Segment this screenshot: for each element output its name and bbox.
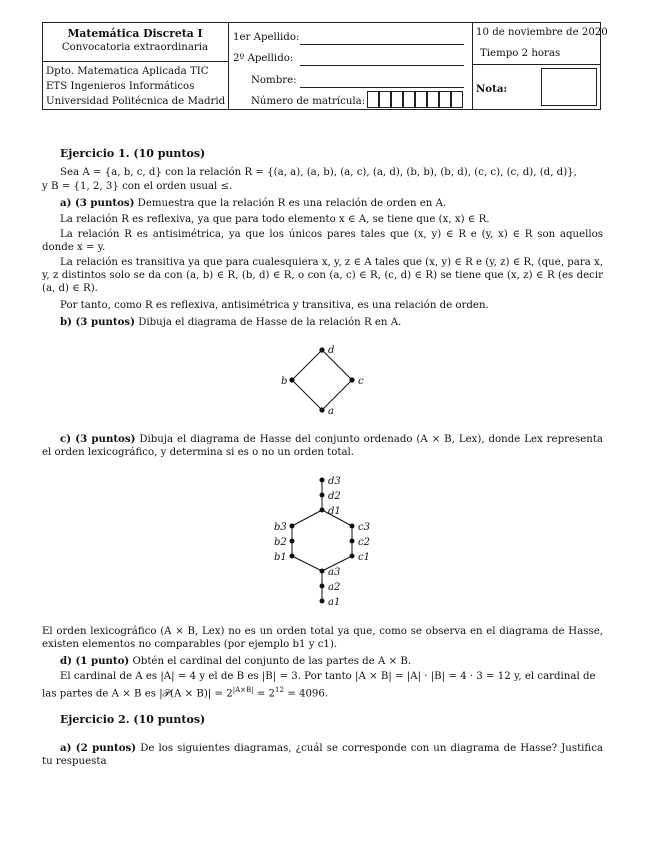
exercise1-set-b: y B = {1, 2, 3} con el orden usual ≤. xyxy=(42,181,233,192)
node-b3 xyxy=(290,524,295,529)
label-c1: c1 xyxy=(358,552,370,563)
node-b2 xyxy=(290,539,295,544)
grade-label: Nota: xyxy=(476,83,508,95)
label-b1: b1 xyxy=(274,552,287,563)
exercise2-heading: Ejercicio 2. (10 puntos) xyxy=(60,713,206,726)
hasse-diagram-lex xyxy=(265,472,385,612)
first-surname-label: 1er Apellido: xyxy=(233,32,300,43)
course-title: Matemática Discreta I xyxy=(67,27,203,40)
node-a3 xyxy=(320,569,325,574)
header-divider-date xyxy=(472,64,601,65)
first-surname-field[interactable] xyxy=(300,44,464,45)
grade-box xyxy=(541,68,597,106)
part-c-text: Dibuja el diagrama de Hasse del conjunto ordenado (A × B, Lex), donde Lex representa el orden lexicográfico, y determina si es o no un orden total. xyxy=(42,434,603,458)
label-a1: a1 xyxy=(328,597,341,608)
part-a-title: a) (3 puntos) xyxy=(60,197,135,209)
part-c xyxy=(42,433,603,459)
node-c3 xyxy=(350,524,355,529)
node-d xyxy=(319,347,324,352)
label-d2: d2 xyxy=(328,491,341,502)
university: Universidad Politécnica de Madrid xyxy=(46,96,226,107)
node-c xyxy=(349,377,354,382)
label-b3: b3 xyxy=(274,522,287,533)
exercise1-statement: Sea A = {a, b, c, d} con la relación R = {(a, a), (a, b), (a, c), (a, d), (b, b), (b, d), (c, c), (c, d), (d, d)}, xyxy=(60,167,577,178)
part-b xyxy=(42,316,603,329)
exercise2-part-a xyxy=(42,742,603,768)
label-d3: d3 xyxy=(328,476,341,487)
label-c3: c3 xyxy=(358,522,370,533)
node-a1 xyxy=(320,599,325,604)
part-a xyxy=(42,197,603,210)
edge-d-b xyxy=(292,350,322,380)
label-b2: b2 xyxy=(274,537,287,548)
node-b1 xyxy=(290,554,295,559)
node-d3 xyxy=(320,478,325,483)
antisymmetric-proof: La relación R es antisimétrica, ya que los únicos pares tales que (x, y) ∈ R e (y, x) ∈ R son aquellos donde x = y. xyxy=(42,229,603,253)
part-d-answer-a: las partes de A × B es |𝒫(A × B)| = 2 xyxy=(42,688,233,700)
part-c-title: c) (3 puntos) xyxy=(60,433,136,445)
id-number-label: Número de matrícula: xyxy=(251,96,366,107)
part-d-answer-c: = 4096. xyxy=(283,688,329,700)
second-surname-field[interactable] xyxy=(300,65,464,66)
label-d1: d1 xyxy=(328,506,341,517)
label-c2: c2 xyxy=(358,537,370,548)
reflexive-proof: La relación R es reflexiva, ya que para todo elemento x ∈ A, se tiene que (x, x) ∈ R. xyxy=(60,214,490,225)
node-a2 xyxy=(320,584,325,589)
part-d-exponent: |A×B| xyxy=(232,686,254,694)
node-c2 xyxy=(350,539,355,544)
node-a xyxy=(319,407,324,412)
transitive-proof: La relación es transitiva ya que para cualesquiera x, y, z ∈ A tales que (x, y) ∈ R e (y, z) ∈ R, (que, para x, y, z distintos solo se da con (a, b) ∈ R, (b, d) ∈ R, o con (a, c) ∈ R, (c, d) ∈ R) se tiene que (x, z) ∈ R (es decir (a, d) ∈ R). xyxy=(42,257,603,294)
part-d xyxy=(42,655,603,668)
second-surname-label: 2º Apellido: xyxy=(233,53,294,64)
part-b-text: Dibuja el diagrama de Hasse de la relación R en A. xyxy=(138,317,402,328)
edge-c-a xyxy=(322,380,352,410)
exam-date: 10 de noviembre de 2020 xyxy=(476,27,608,38)
order-conclusion: Por tanto, como R es reflexiva, antisimétrica y transitiva, es una relación de orden. xyxy=(60,300,489,311)
part-d-answer-b: = 2 xyxy=(253,688,276,700)
label-b: b xyxy=(281,376,288,387)
node-c1 xyxy=(350,554,355,559)
edge-b-a xyxy=(292,380,322,410)
node-d1 xyxy=(320,508,325,513)
part-d-answer-line2 xyxy=(42,684,603,700)
header-divider-left xyxy=(228,22,229,110)
label-a3: a3 xyxy=(328,567,341,578)
exam-duration: Tiempo 2 horas xyxy=(480,48,561,59)
part-b-title: b) (3 puntos) xyxy=(60,316,135,328)
label-c: c xyxy=(358,376,364,387)
label-a: a xyxy=(328,406,334,417)
node-b xyxy=(289,377,294,382)
label-d: d xyxy=(328,345,335,356)
part-d-title: d) (1 punto) xyxy=(60,655,130,667)
hasse-diagram-r xyxy=(270,340,380,420)
school: ETS Ingenieros Informáticos xyxy=(46,81,195,92)
edge-d-c xyxy=(322,350,352,380)
node-d2 xyxy=(320,493,325,498)
part-c-answer: El orden lexicográfico (A × B, Lex) no es un orden total ya que, como se observa en el diagrama de Hasse, existen elementos no comparables (por ejemplo b1 y c1). xyxy=(42,626,603,650)
exam-session: Convocatoria extraordinaria xyxy=(61,42,209,53)
department: Dpto. Matematica Aplicada TIC xyxy=(46,66,209,77)
part-a-text: Demuestra que la relación R es una relación de orden en A. xyxy=(137,198,447,209)
header-divider-right xyxy=(472,22,473,110)
exercise1-heading: Ejercicio 1. (10 puntos) xyxy=(60,147,206,160)
exercise2-part-a-title: a) (2 puntos) xyxy=(60,742,137,754)
label-a2: a2 xyxy=(328,582,341,593)
part-d-text: Obtén el cardinal del conjunto de las partes de A × B. xyxy=(132,656,412,667)
name-label: Nombre: xyxy=(251,75,297,86)
part-d-exponent-2: 12 xyxy=(275,686,284,694)
part-d-answer-line1: El cardinal de A es |A| = 4 y el de B es |B| = 3. Por tanto |A × B| = |A| · |B| = 4 · 3 = 12 y, el cardinal de xyxy=(60,671,596,682)
header-divider-course xyxy=(42,61,228,62)
name-field[interactable] xyxy=(300,87,464,88)
exercise2-part-a-text: De los siguientes diagramas, ¿cuál se corresponde con un diagrama de Hasse? Justifica tu respuesta xyxy=(42,743,604,767)
